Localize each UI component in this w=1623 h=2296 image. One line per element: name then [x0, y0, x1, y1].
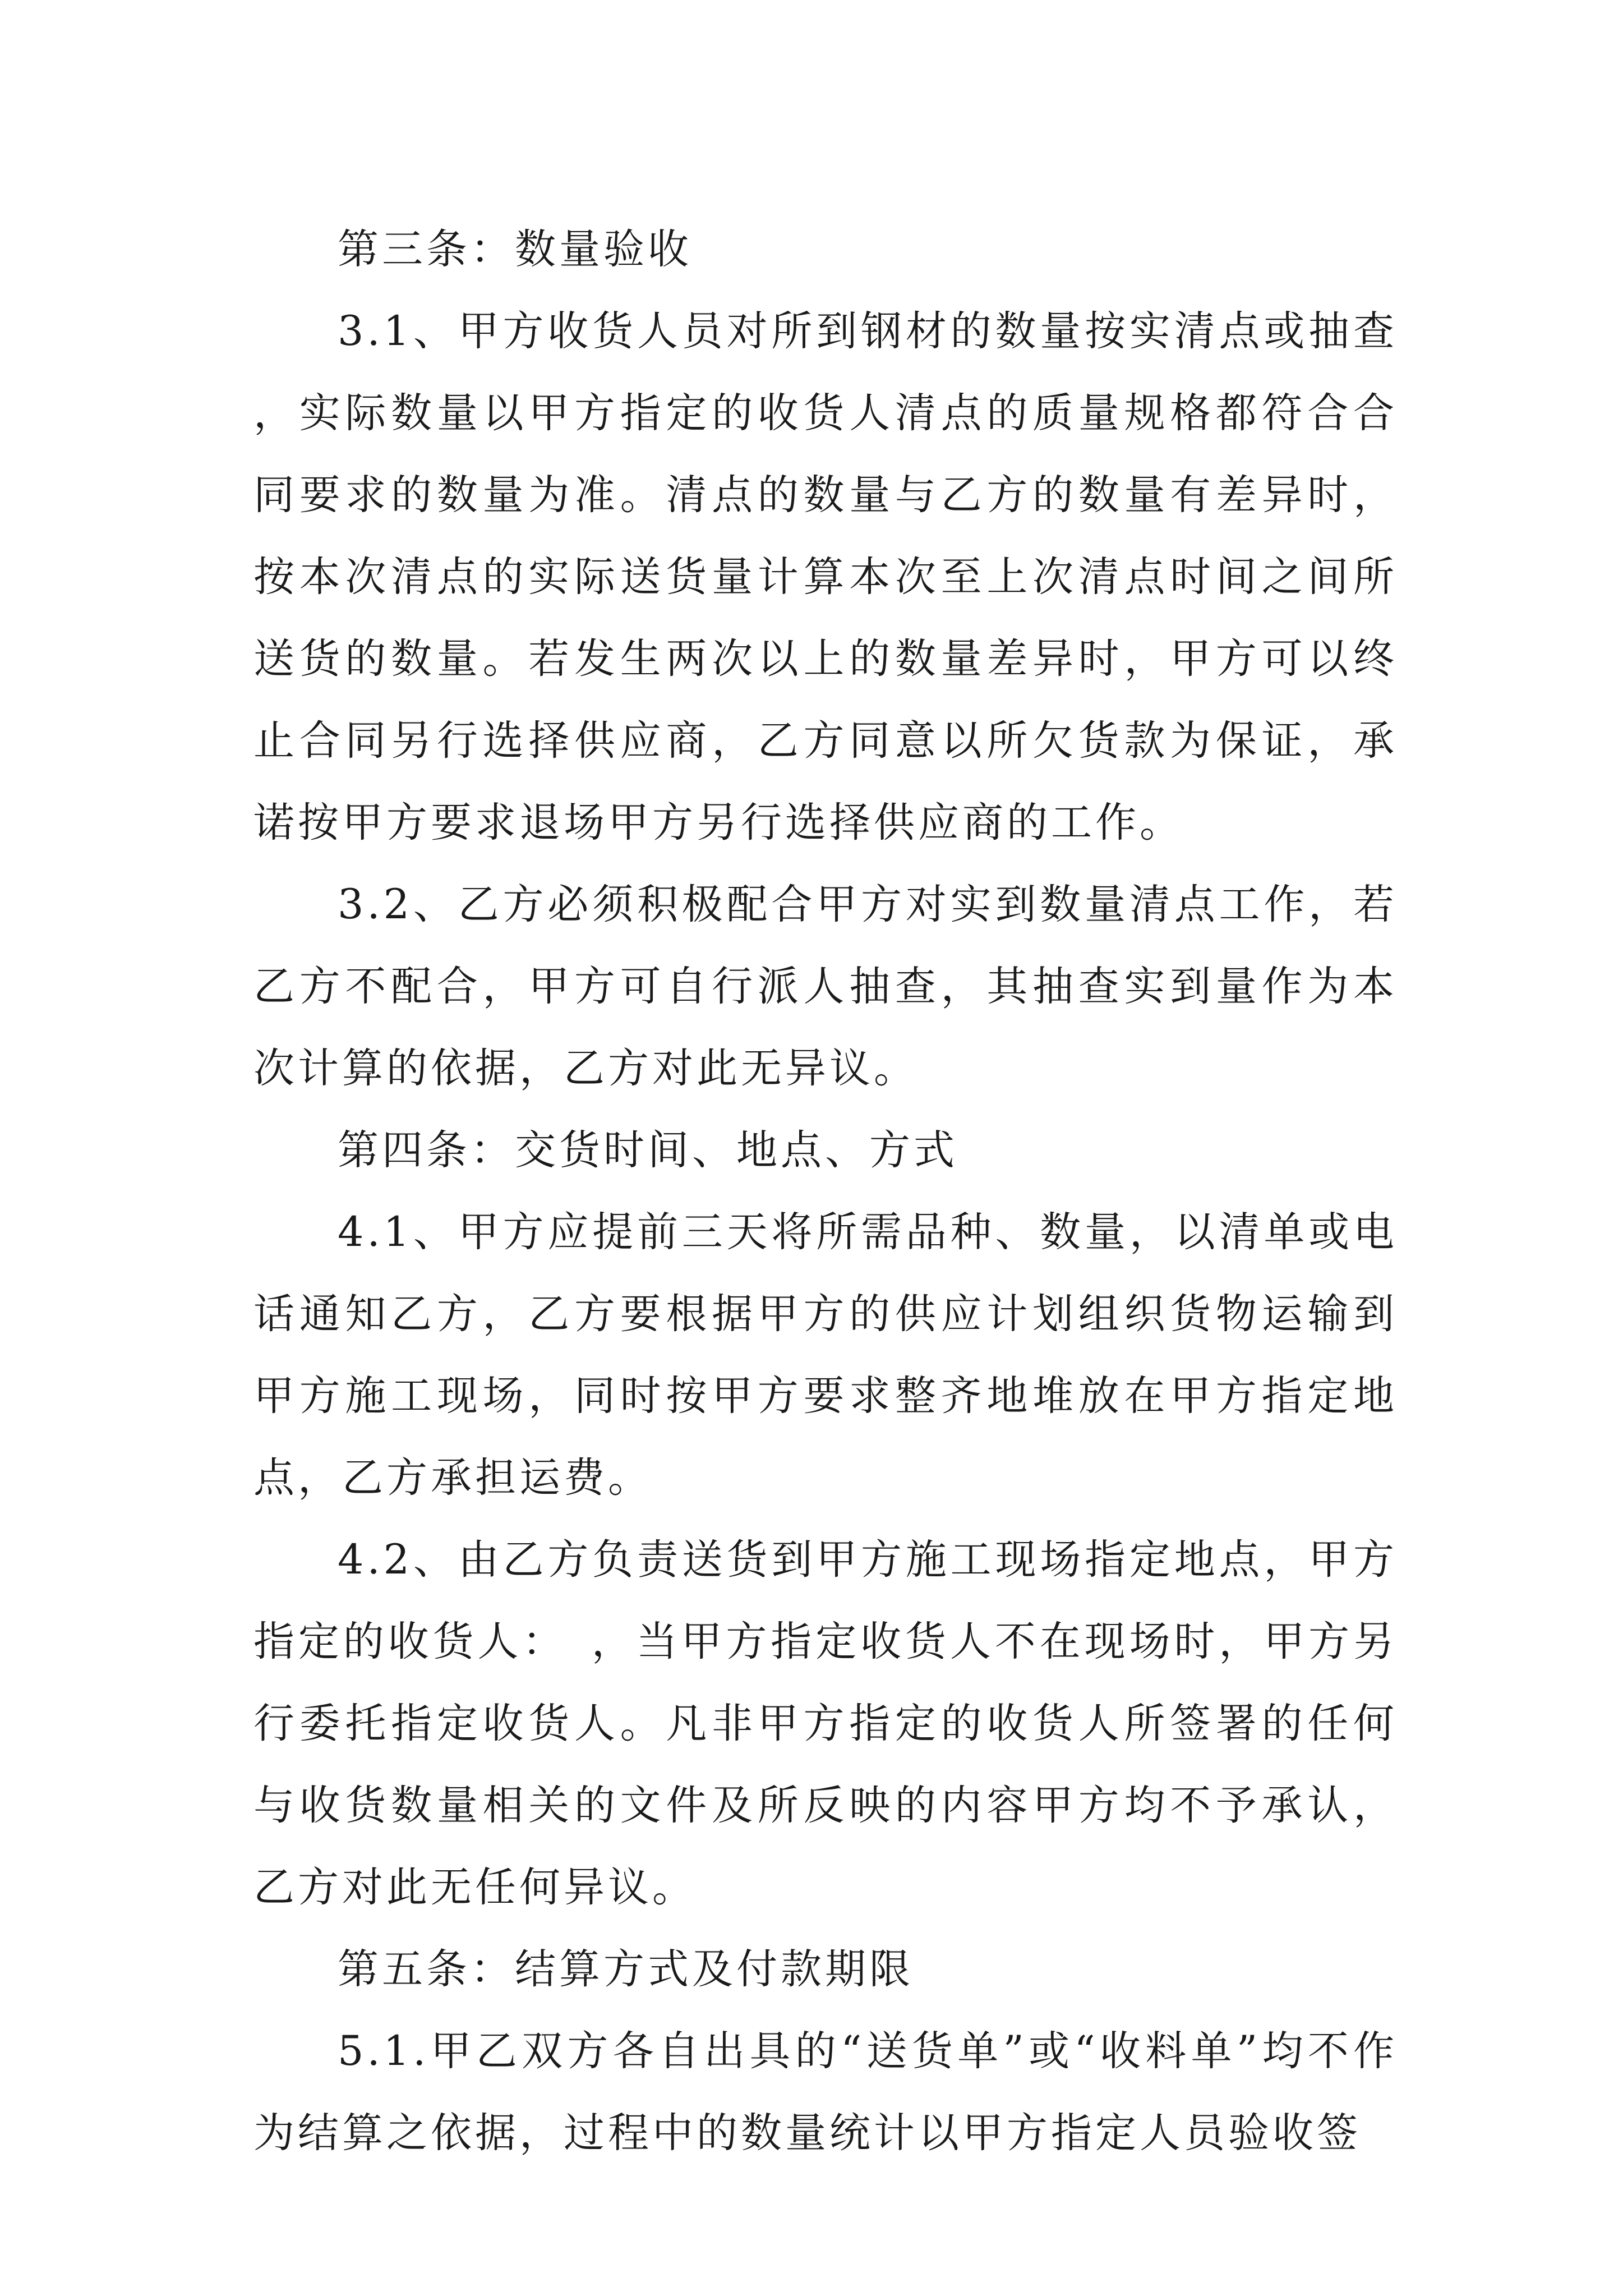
article-4-heading: 第四条：交货时间、地点、方式	[338, 1126, 958, 1174]
clause-5-1-paragraph: 5.1.甲乙双方各自出具的“送货单”或“收料单”均不作为结算之依据，过程中的数量统计以甲方指定人员验收签	[253, 2027, 1398, 2157]
article-3-heading: 第三条：数量验收	[338, 226, 692, 273]
article-5-heading: 第五条：结算方式及付款期限	[338, 1945, 914, 1993]
document-body	[253, 209, 1398, 2174]
clause-4-2-paragraph: 4.2、由乙方负责送货到甲方施工现场指定地点，甲方指定的收货人： ，当甲方指定收货人不在现场时，甲方另行委托指定收货人。凡非甲方指定的收货人所签署的任何与收货数量相关的文件及所反映的内容甲方均不予承认，乙方对此无任何异议。	[253, 1536, 1398, 1911]
clause-3-2-paragraph: 3.2、乙方必须积极配合甲方对实到数量清点工作，若乙方不配合，甲方可自行派人抽查，其抽查实到量作为本次计算的依据，乙方对此无异议。	[253, 881, 1398, 1092]
clause-3-1-paragraph: 3.1、甲方收货人员对所到钢材的数量按实清点或抽查，实际数量以甲方指定的收货人清点的质量规格都符合合同要求的数量为准。清点的数量与乙方的数量有差异时，按本次清点的实际送货量计算本次至上次清点时间之间所送货的数量。若发生两次以上的数量差异时，甲方可以终止合同另行选择供应商，乙方同意以所欠货款为保证，承诺按甲方要求退场甲方另行选择供应商的工作。	[253, 307, 1398, 846]
clause-4-1-paragraph: 4.1、甲方应提前三天将所需品种、数量，以清单或电话通知乙方，乙方要根据甲方的供应计划组织货物运输到甲方施工现场，同时按甲方要求整齐地堆放在甲方指定地点，乙方承担运费。	[253, 1208, 1398, 1502]
